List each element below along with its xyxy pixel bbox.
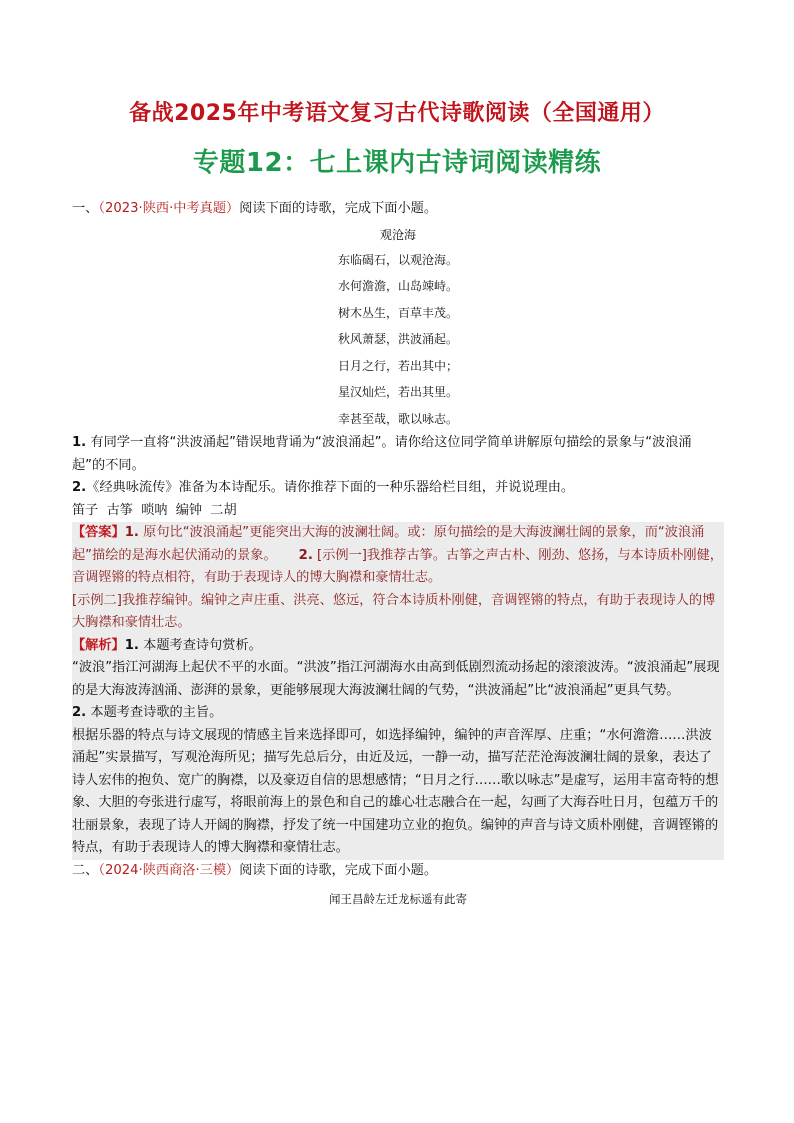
topic-title: 专题12：七上课内古诗词阅读精练 [192, 148, 602, 178]
analysis-1-head: 本题考查诗句赏析。 [143, 637, 262, 653]
poem-line: 星汉灿烂，若出其里。 [337, 385, 458, 399]
answer-paragraph [72, 522, 724, 590]
analysis-tag: 【解析】 [72, 637, 125, 653]
content-body [72, 198, 724, 911]
poem-line: 水何澹澹，山岛竦峙。 [337, 279, 458, 293]
answer-1-text: 原句比“波浪涌起”更能突出大海的波澜壮阔。或：原句描绘的是大海波澜壮阔的景象，而“波浪涌起”描绘的是海水起伏涌动的景象。 [72, 525, 705, 563]
poem-2-title: 闻王昌龄左迁龙标遥有此寄 [329, 892, 467, 906]
question-2-heading [72, 860, 724, 883]
sub-question-2-number: 2. [72, 480, 87, 495]
poem-title: 观沧海 [379, 227, 416, 242]
analysis-1-number: 1. [124, 637, 139, 653]
analysis-1-heading [72, 635, 724, 658]
answer-tag: 【答案】 [72, 525, 125, 540]
document-title: 备战2025年中考语文复习古代诗歌阅读（全国通用） [129, 101, 665, 126]
answer-1-number: 1. [124, 525, 139, 540]
question-1-source: （2023·陕西·中考真题） [98, 201, 240, 216]
poem-line: 东临碣石，以观沧海。 [337, 252, 458, 267]
poem-line: 日月之行，若出其中； [337, 358, 458, 373]
poem-guan-cang-hai [72, 223, 724, 433]
analysis-1-body: “波浪”指江河湖海上起伏不平的水面。“洪波”指江河湖海水由高到低剧烈流动扬起的滚滚波涛。“波浪涌起”展现的是大海波涛汹涌、澎湃的景象，更能够展现大海波澜壮阔的气势，“洪波涌起”比“波浪涌起”更具气势。 [72, 660, 720, 698]
analysis-2-body: 根据乐器的特点与诗文展现的情感主旨来选择即可，如选择编钟，编钟的声音浑厚、庄重；“水何澹澹……洪波涌起”实景描写，写观沧海所见；描写先总后分，由近及远，一静一动，描写茫茫沧海波澜壮阔的景象，表达了诗人宏伟的抱负、宽广的胸襟，以及豪迈自信的思想感情；“日月之行……歌以咏志”是虚写，运用丰富奇特的想象、大胆的夸张进行虚写，将眼前海上的景色和自己的雄心壮志融合在一起，勾画了大海吞吐日月，包蕴万千的壮丽景象，表现了诗人开阔的胸襟，抒发了统一中国建功立业的抱负。编钟的声音与诗文质朴刚健，音调铿锵的特点，有助于表现诗人的博大胸襟和豪情壮志。 [72, 727, 719, 855]
sub-question-2 [72, 477, 724, 500]
question-2-source: （2024·陕西商洛·三模） [98, 862, 240, 878]
analysis-2-number: 2. [72, 705, 87, 720]
sub-question-2-text: 《经典咏流传》准备为本诗配乐。请你推荐下面的一种乐器给栏目组，并说说理由。 [86, 480, 575, 495]
question-2-prefix: 二、 [72, 862, 99, 878]
sub-question-1 [72, 432, 724, 477]
answer-2-example-2: [示例二]我推荐编钟。编钟之声庄重、洪亮、悠远，符合本诗质朴刚健，音调铿锵的特点，有助于表现诗人的博大胸襟和豪情壮志。 [72, 592, 716, 630]
instrument-options: 笛子 古筝 唢呐 编钟 二胡 [72, 502, 237, 518]
sub-question-1-number: 1. [72, 435, 87, 450]
poem-line: 树木丛生，百草丰茂。 [337, 305, 458, 320]
poem-line: 秋风萧瑟，洪波涌起。 [337, 332, 458, 346]
answer-2-text: [示例一]我推荐古筝。古筝之声古朴、刚劲、悠扬，与本诗质朴刚健，音调铿锵的特点相符，有助于表现诗人的博大胸襟和豪情壮志。 [72, 547, 723, 585]
answer-analysis-block [72, 522, 724, 860]
analysis-2-heading [72, 702, 724, 725]
poem-line: 幸甚至哉，歌以咏志。 [337, 411, 458, 426]
question-1-heading [72, 198, 724, 221]
question-2-instruction: 阅读下面的诗歌，完成下面小题。 [239, 862, 438, 878]
answer-2-number: 2. [298, 547, 313, 563]
sub-question-1-text: 有同学一直将“洪波涌起”错误地背诵为“波浪涌起”。请你给这位同学简单讲解原句描绘的景象与“波浪涌起”的不同。 [72, 435, 692, 473]
analysis-2-head: 本题考查诗歌的主旨。 [90, 705, 223, 720]
question-1-instruction: 阅读下面的诗歌，完成下面小题。 [239, 201, 438, 216]
question-1-prefix: 一、 [72, 201, 99, 216]
